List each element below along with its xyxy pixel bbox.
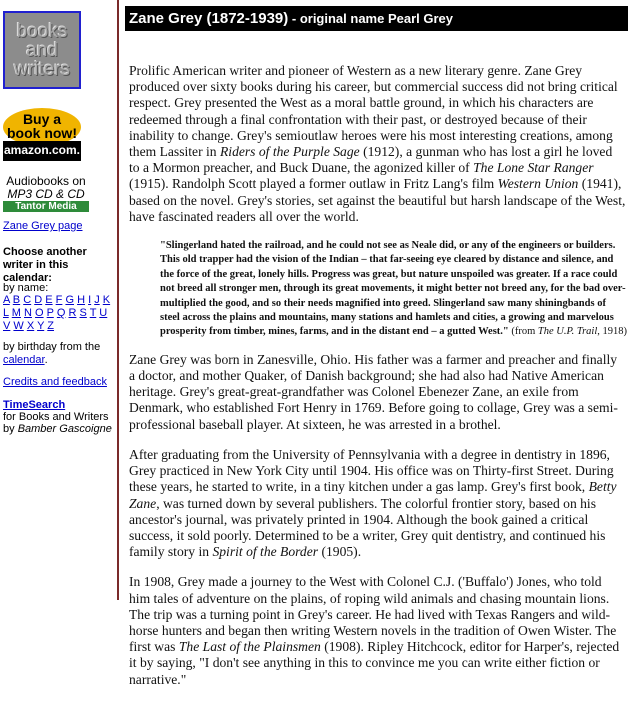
paragraph	[129, 447, 626, 560]
paragraph	[129, 574, 626, 687]
tantor-line2: MP3 CD & CD	[7, 187, 85, 201]
letter-link-a[interactable]: A	[3, 294, 10, 306]
text-run: In 1908, Grey made a journey to the West with Colonel C.J. ('Buffalo') Jones, who told him tales of adventure on the plains, of roping wild animals and chasing mountain lions. The trip was a turning point in Grey's career. He had lived with Texas Rangers and wild-horse hunters and began then writing Western novels in the tradition of Owen Wister. The first was	[129, 574, 617, 655]
letter-link-d[interactable]: D	[34, 294, 43, 306]
text-run: (1905).	[318, 544, 362, 560]
amazon-buy-banner[interactable]	[3, 108, 81, 162]
book-title: Betty Zane	[129, 479, 617, 511]
credits-feedback-link[interactable]: Credits and feedback	[3, 376, 107, 388]
book-title: The Last of the Plainsmen	[178, 639, 321, 655]
quote-year: , 1918)	[597, 326, 627, 338]
for-books-writers-text: for Books and Writers	[3, 411, 109, 423]
book-title: Riders of the Purple Sage	[219, 144, 360, 160]
paragraph	[129, 63, 626, 225]
letter-link-m[interactable]: M	[11, 307, 21, 319]
quote-text: "Slingerland hated the railroad, and he could not see as Neale did, or any of the engineers or builders. This old trapper had the vision of the Indian – that far-seeing eye cleared by distance and silence, and the force of the great, lonely hills. Progress was great, but nature unspoiled was greater. If a race could not breed all stronger men, through its great movements, it might better not breed any, for the bad over-multiplied the good, and so their needs magnified into greed. Slingerland saw many shiningbands of steel across the plains and mountains, many stations and hamlets and cities, a growing and marvelous prosperity from timber, mines, farms, and in the distant end – a gutted West."	[160, 240, 626, 338]
letter-link-n[interactable]: N	[24, 307, 32, 319]
by-birthday-label: by birthday from the	[3, 341, 101, 353]
letter-link-u[interactable]: U	[99, 307, 108, 319]
text-run: , was turned down by several publishers. The colorful frontier story, based on his ancestor's journal, was privately printed in 1904. Although the book gained a critical success, it sold poorly. Determined to be a writer, Grey quit dentistry, and continued his family story in	[129, 495, 606, 560]
tantor-line1: Audiobooks on	[6, 174, 86, 188]
quote-source: The U.P. Trail	[537, 326, 598, 338]
letter-link-o[interactable]: O	[35, 307, 44, 319]
letter-link-c[interactable]: C	[23, 294, 32, 306]
letter-link-g[interactable]: G	[65, 294, 74, 306]
text-run: (1915). Randolph Scott played a former outlaw in Fritz Lang's film	[129, 176, 498, 192]
choose-writer-heading: Choose another writer in this calendar:	[3, 246, 87, 284]
text-run: (1908). Ripley Hitchcock, editor for Harper's, rejected it by saying, "I don't see anything in this to convince me you can write either fiction or narrative."	[129, 639, 620, 687]
page-subtitle: - original name Pearl Grey	[288, 11, 453, 26]
paragraph	[129, 352, 626, 433]
letter-link-f[interactable]: F	[55, 294, 63, 306]
letter-link-i[interactable]: I	[88, 294, 92, 306]
letter-link-j[interactable]: J	[94, 294, 100, 306]
book-title: Spirit of the Border	[212, 544, 319, 560]
text-run: Prolific American writer and pioneer of Western as a new literary genre. Zane Grey produced over sixty books during his career, but commercial success did not bring critical respect. Grey presented the West as a moral battle ground, in which his characters are redeemed through a final confrontation with their past, or destroyed because of their inability to change. Grey's semioutlaw heroes were his most interesting creations, among them Lassiter in	[129, 63, 618, 160]
by-birthday-text: by birthday from the calendar.	[3, 341, 101, 366]
letter-link-y[interactable]: Y	[37, 320, 45, 332]
letter-link-q[interactable]: Q	[56, 307, 66, 319]
logo-line: writers	[14, 58, 70, 80]
letter-link-w[interactable]: W	[13, 320, 24, 332]
calendar-link[interactable]: calendar	[3, 354, 45, 366]
book-title: Western Union	[497, 176, 579, 192]
text-run: Zane Grey was born in Zanesville, Ohio. His father was a farmer and preacher and finally a doctor, and mother Quaker, of Danish background; she had also had Native American heritage. Grey's great-great-grandfather was Colonel Ebenezer Zane, an exile from Denmark, who established Fort Henry in 1769. Before going to collage, Grey was a semi-professional baseball player. At sixteen, he was arrested in a brothel.	[129, 351, 618, 432]
page-title-bar	[125, 6, 628, 31]
letter-link-p[interactable]: P	[46, 307, 54, 319]
by-label: by	[3, 423, 18, 435]
letter-link-b[interactable]: B	[12, 294, 21, 306]
timesearch-link[interactable]: TimeSearch	[3, 399, 66, 411]
quote-from: (from	[508, 326, 538, 338]
article-body	[129, 63, 626, 702]
text-run: (1912), a gunman who has lost a girl he loved to a Mormon preacher, and Buck Duane, the agonized killer of	[129, 144, 613, 176]
letter-link-h[interactable]: H	[77, 294, 86, 306]
book-title: The Lone Star Ranger	[473, 160, 594, 176]
logo-line: books	[16, 20, 68, 42]
amazon-line1: Buy a	[22, 111, 62, 127]
letter-link-e[interactable]: E	[45, 294, 53, 306]
sidebar-divider	[117, 0, 119, 600]
text-run: (1941), based on the novel. Grey's stories, set against the beautiful but harsh landscape of the West, have fascinated readers all over the world.	[129, 176, 626, 224]
letter-link-l[interactable]: L	[3, 307, 9, 319]
text-run: After graduating from the University of Pennsylvania with a degree in dentistry in 1896, Grey practiced in New York City until 1904. His office was on Thirty-first Street. During these years, he started to write, in a tiny kitchen under a gas lamp. Grey's first book,	[129, 446, 614, 495]
books-and-writers-logo[interactable]	[3, 11, 81, 89]
letter-link-t[interactable]: T	[89, 307, 97, 319]
page-title: Zane Grey (1872-1939)	[129, 10, 289, 27]
letter-link-z[interactable]: Z	[47, 320, 54, 332]
amazon-line2: book now!	[7, 125, 77, 141]
letter-link-k[interactable]: K	[102, 294, 111, 306]
letter-link-v[interactable]: V	[3, 320, 11, 332]
author-name: Bamber Gascoigne	[17, 423, 112, 435]
tantor-badge: Tantor Media	[3, 201, 89, 212]
amazon-logo: amazon.com.	[3, 141, 81, 161]
letter-link-x[interactable]: X	[26, 320, 35, 332]
tantor-audiobooks-banner[interactable]	[3, 175, 89, 212]
letter-link-r[interactable]: R	[68, 307, 77, 319]
zane-grey-page-link[interactable]: Zane Grey page	[3, 220, 83, 232]
logo-line: and	[26, 39, 58, 61]
by-name-label: by name:	[3, 282, 49, 294]
byline	[3, 423, 112, 436]
letter-link-s[interactable]: S	[79, 307, 87, 319]
quotation	[160, 239, 628, 340]
alphabet-links	[3, 294, 117, 333]
